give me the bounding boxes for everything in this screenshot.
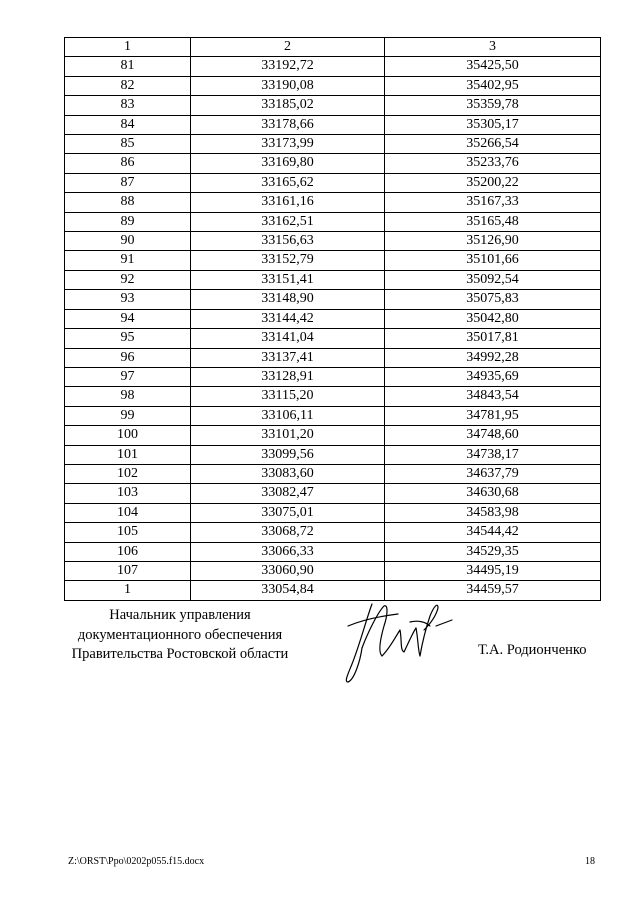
point-number-cell: 1 [65, 581, 191, 600]
x-coordinate-cell: 33099,56 [191, 445, 385, 464]
x-coordinate-cell: 33083,60 [191, 464, 385, 483]
x-coordinate-cell: 33162,51 [191, 212, 385, 231]
y-coordinate-cell: 35075,83 [385, 290, 601, 309]
position-line: документационного обеспечения [77, 626, 283, 643]
point-number-cell: 104 [65, 503, 191, 522]
point-number-cell: 94 [65, 309, 191, 328]
y-coordinate-cell: 35167,33 [385, 193, 601, 212]
table-row [65, 270, 601, 289]
x-coordinate-cell: 33169,80 [191, 154, 385, 173]
x-coordinate-cell: 33165,62 [191, 173, 385, 192]
table-row [65, 154, 601, 173]
x-coordinate-cell: 33152,79 [191, 251, 385, 270]
table-row [65, 542, 601, 561]
x-coordinate-cell: 33185,02 [191, 96, 385, 115]
table-row [65, 232, 601, 251]
y-coordinate-cell: 35305,17 [385, 115, 601, 134]
x-coordinate-cell: 33156,63 [191, 232, 385, 251]
point-number-cell: 89 [65, 212, 191, 231]
table-row [65, 406, 601, 425]
y-coordinate-cell: 34459,57 [385, 581, 601, 600]
coordinates-table-body [65, 38, 601, 601]
x-coordinate-cell: 33068,72 [191, 523, 385, 542]
header-cell-2: 2 [191, 38, 385, 57]
y-coordinate-cell: 34738,17 [385, 445, 601, 464]
table-row [65, 76, 601, 95]
x-coordinate-cell: 33106,11 [191, 406, 385, 425]
y-coordinate-cell: 34992,28 [385, 348, 601, 367]
position-line: Начальник управления [109, 607, 251, 623]
point-number-cell: 97 [65, 367, 191, 386]
y-coordinate-cell: 34495,19 [385, 561, 601, 580]
point-number-cell: 85 [65, 135, 191, 154]
table-row [65, 212, 601, 231]
point-number-cell: 101 [65, 445, 191, 464]
point-number-cell: 90 [65, 232, 191, 251]
y-coordinate-cell: 35092,54 [385, 270, 601, 289]
y-coordinate-cell: 34843,54 [385, 387, 601, 406]
point-number-cell: 95 [65, 329, 191, 348]
point-number-cell: 86 [65, 154, 191, 173]
y-coordinate-cell: 35200,22 [385, 173, 601, 192]
y-coordinate-cell: 35233,76 [385, 154, 601, 173]
point-number-cell: 107 [65, 561, 191, 580]
y-coordinate-cell: 35126,90 [385, 232, 601, 251]
x-coordinate-cell: 33075,01 [191, 503, 385, 522]
point-number-cell: 88 [65, 193, 191, 212]
x-coordinate-cell: 33144,42 [191, 309, 385, 328]
y-coordinate-cell: 34583,98 [385, 503, 601, 522]
page-number: 18 [585, 856, 595, 867]
handwritten-signature [338, 592, 458, 692]
table-row [65, 96, 601, 115]
x-coordinate-cell: 33066,33 [191, 542, 385, 561]
table-row [65, 193, 601, 212]
table-header-row [65, 38, 601, 57]
y-coordinate-cell: 35402,95 [385, 76, 601, 95]
y-coordinate-cell: 35101,66 [385, 251, 601, 270]
point-number-cell: 106 [65, 542, 191, 561]
table-row [65, 484, 601, 503]
point-number-cell: 93 [65, 290, 191, 309]
x-coordinate-cell: 33128,91 [191, 367, 385, 386]
header-cell-1: 1 [65, 38, 191, 57]
x-coordinate-cell: 33082,47 [191, 484, 385, 503]
x-coordinate-cell: 33178,66 [191, 115, 385, 134]
point-number-cell: 102 [65, 464, 191, 483]
y-coordinate-cell: 35266,54 [385, 135, 601, 154]
table-row [65, 426, 601, 445]
x-coordinate-cell: 33115,20 [191, 387, 385, 406]
y-coordinate-cell: 34529,35 [385, 542, 601, 561]
x-coordinate-cell: 33190,08 [191, 76, 385, 95]
x-coordinate-cell: 33192,72 [191, 57, 385, 76]
y-coordinate-cell: 34637,79 [385, 464, 601, 483]
point-number-cell: 81 [65, 57, 191, 76]
table-row [65, 290, 601, 309]
table-row [65, 57, 601, 76]
position-line: Правительства Ростовской области [71, 646, 289, 662]
point-number-cell: 96 [65, 348, 191, 367]
x-coordinate-cell: 33141,04 [191, 329, 385, 348]
x-coordinate-cell: 33101,20 [191, 426, 385, 445]
x-coordinate-cell: 33173,99 [191, 135, 385, 154]
y-coordinate-cell: 35165,48 [385, 212, 601, 231]
y-coordinate-cell: 35017,81 [385, 329, 601, 348]
table-row [65, 523, 601, 542]
x-coordinate-cell: 33148,90 [191, 290, 385, 309]
table-row [65, 251, 601, 270]
table-row [65, 367, 601, 386]
point-number-cell: 105 [65, 523, 191, 542]
table-row [65, 503, 601, 522]
point-number-cell: 87 [65, 173, 191, 192]
x-coordinate-cell: 33137,41 [191, 348, 385, 367]
point-number-cell: 98 [65, 387, 191, 406]
table-row [65, 309, 601, 328]
x-coordinate-cell: 33060,90 [191, 561, 385, 580]
table-row [65, 581, 601, 600]
table-row [65, 387, 601, 406]
x-coordinate-cell: 33054,84 [191, 581, 385, 600]
y-coordinate-cell: 34544,42 [385, 523, 601, 542]
x-coordinate-cell: 33151,41 [191, 270, 385, 289]
header-cell-3: 3 [385, 38, 601, 57]
signatory-name: Т.А. Родионченко [478, 642, 587, 658]
table-row [65, 173, 601, 192]
point-number-cell: 92 [65, 270, 191, 289]
y-coordinate-cell: 35042,80 [385, 309, 601, 328]
table-row [65, 464, 601, 483]
table-row [65, 329, 601, 348]
table-row [65, 135, 601, 154]
table-row [65, 115, 601, 134]
coordinates-table [64, 37, 601, 601]
point-number-cell: 100 [65, 426, 191, 445]
y-coordinate-cell: 34748,60 [385, 426, 601, 445]
point-number-cell: 103 [65, 484, 191, 503]
y-coordinate-cell: 35359,78 [385, 96, 601, 115]
y-coordinate-cell: 34630,68 [385, 484, 601, 503]
table-row [65, 561, 601, 580]
y-coordinate-cell: 34935,69 [385, 367, 601, 386]
point-number-cell: 91 [65, 251, 191, 270]
point-number-cell: 82 [65, 76, 191, 95]
point-number-cell: 83 [65, 96, 191, 115]
table-row [65, 348, 601, 367]
x-coordinate-cell: 33161,16 [191, 193, 385, 212]
point-number-cell: 84 [65, 115, 191, 134]
y-coordinate-cell: 35425,50 [385, 57, 601, 76]
table-row [65, 445, 601, 464]
point-number-cell: 99 [65, 406, 191, 425]
y-coordinate-cell: 34781,95 [385, 406, 601, 425]
signatory-position [60, 606, 300, 665]
footer-file-path: Z:\ORST\Ppo\0202p055.f15.docx [68, 856, 205, 867]
